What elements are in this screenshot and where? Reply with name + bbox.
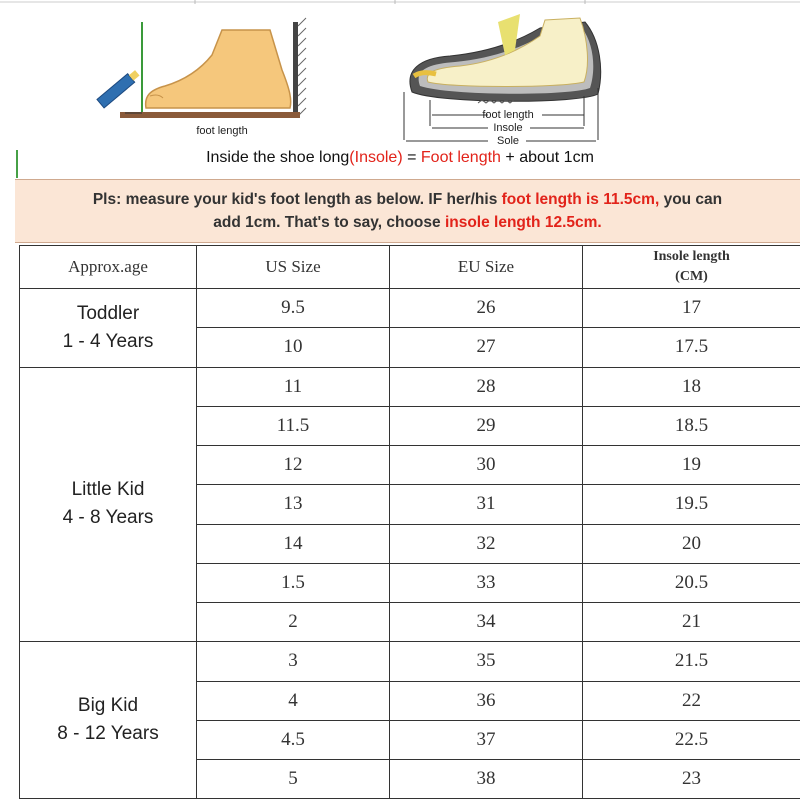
cell-insole: 21 [583,603,800,642]
cell-insole: 17.5 [583,328,800,367]
cell-insole: 19 [583,446,800,485]
notice-line2-red: insole length 12.5cm. [444,214,602,231]
cell-insole: 21.5 [583,642,800,681]
foot-on-floor-icon [97,18,306,137]
sole-label: Sole [496,135,520,147]
header-insole-length [583,246,800,289]
cell-insole: 17 [583,289,800,328]
header-insole-line1: Insole length [653,249,730,264]
table-row [20,289,800,328]
caption-insole: (Insole) [349,149,403,166]
cell-insole: 20.5 [583,563,800,602]
cell-eu: 30 [390,446,583,485]
foot-in-shoe-icon [404,14,601,147]
header-eu-size: EU Size [390,246,583,289]
table-row [20,367,800,406]
cell-us: 2 [197,603,390,642]
cell-us: 9.5 [197,289,390,328]
group-toddler [20,289,197,368]
foot-length-label-left: foot length [196,125,248,137]
cell-eu: 32 [390,524,583,563]
group-years: 1 - 4 Years [62,330,154,352]
cell-us: 10 [197,328,390,367]
group-name: Toddler [76,302,140,324]
foot-length-label-right: foot length [482,109,534,121]
insole-label: Insole [493,122,523,134]
cell-eu: 28 [390,367,583,406]
cell-eu: 31 [390,485,583,524]
cell-insole: 23 [583,760,800,799]
group-years: 4 - 8 Years [62,507,154,529]
group-big-kid [20,642,197,799]
header-approx-age: Approx.age [20,246,197,289]
cell-us: 11 [197,367,390,406]
cell-insole: 18.5 [583,406,800,445]
header-us-size: US Size [197,246,390,289]
size-chart-table [19,245,800,799]
table-header-row [20,246,800,289]
group-name: Big Kid [77,695,139,717]
cell-eu: 27 [390,328,583,367]
cell-eu: 36 [390,681,583,720]
notice-line2-prefix: add 1cm. That's to say, choose [213,214,445,231]
insole-formula-caption [0,149,800,167]
cell-insole: 20 [583,524,800,563]
group-years: 8 - 12 Years [57,723,159,745]
cell-insole: 22.5 [583,720,800,759]
caption-prefix: Inside the shoe long [206,149,350,166]
measurement-notice [15,179,800,243]
cell-us: 5 [197,760,390,799]
cell-us: 4 [197,681,390,720]
cell-eu: 34 [390,603,583,642]
cell-us: 3 [197,642,390,681]
cell-us: 4.5 [197,720,390,759]
cell-eu: 38 [390,760,583,799]
cell-eu: 29 [390,406,583,445]
cell-insole: 22 [583,681,800,720]
table-row [20,642,800,681]
cell-eu: 35 [390,642,583,681]
group-name: Little Kid [71,479,145,501]
header-insole-line2: (CM) [675,269,708,284]
caption-equals: = [402,149,421,166]
notice-line1-suffix: you can [659,191,723,208]
cell-us: 14 [197,524,390,563]
cell-us: 11.5 [197,406,390,445]
notice-line1-red: foot length is 11.5cm, [501,191,660,208]
cell-eu: 33 [390,563,583,602]
cell-insole: 19.5 [583,485,800,524]
notice-line1-prefix: Pls: measure your kid's foot length as below. IF her/his [92,191,502,208]
caption-suffix: + about 1cm [500,149,594,166]
cell-us: 12 [197,446,390,485]
cell-us: 1.5 [197,563,390,602]
cell-us: 13 [197,485,390,524]
cell-eu: 26 [390,289,583,328]
cell-eu: 37 [390,720,583,759]
group-little-kid [20,367,197,642]
cell-insole: 18 [583,367,800,406]
caption-foot-length: Foot length [420,149,501,166]
